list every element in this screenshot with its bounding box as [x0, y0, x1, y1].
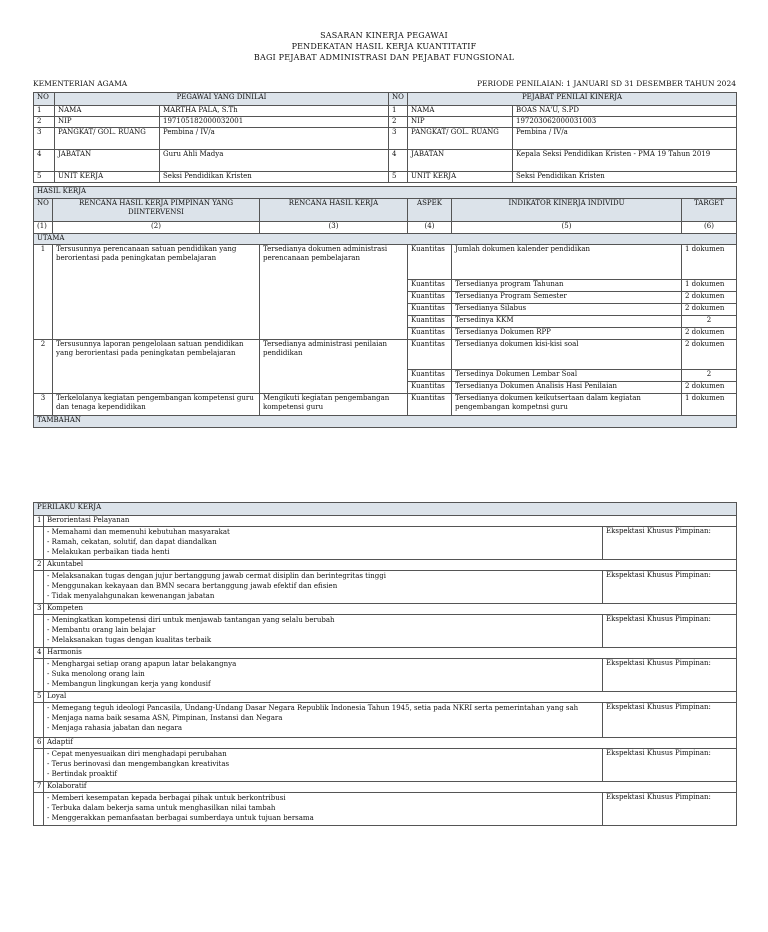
perilaku-no: 6 — [34, 738, 44, 749]
indikator-row — [34, 394, 737, 416]
title-line-1: SASARAN KINERJA PEGAWAI — [320, 31, 448, 40]
indikator-row — [34, 245, 737, 280]
utama-section-row — [34, 234, 737, 245]
penilai-row-no: 5 — [389, 172, 408, 183]
perilaku-title: Akuntabel — [44, 560, 737, 571]
penilai-field-label: NIP — [408, 117, 513, 128]
ekspektasi-khusus-pimpinan: Ekspektasi Khusus Pimpinan: — [603, 793, 737, 826]
tambahan-label: TAMBAHAN — [34, 416, 737, 428]
target-cell: 2 — [682, 370, 737, 382]
target-cell: 2 dokumen — [682, 382, 737, 394]
title-line-3: BAGI PEJABAT ADMINISTRASI DAN PEJABAT FUNGSIONAL — [253, 53, 515, 62]
perilaku-title: Kolaboratif — [44, 782, 737, 793]
rencana-pimpinan: Tersusunnya laporan pengelolaan satuan pendidikan yang berorientasi pada peningkatan pembelajaran — [53, 340, 260, 394]
aspek-cell: Kuantitas — [408, 245, 452, 280]
aspek-cell: Kuantitas — [408, 304, 452, 316]
indikator-cell: Tersedianya dokumen kisi-kisi soal — [452, 340, 682, 370]
indikator-cell: Tersedinya KKM — [452, 316, 682, 328]
perilaku-indicator-line: - Tidak menyalahgunakan kewenangan jabatan — [47, 592, 215, 600]
penilai-field-label: PANGKAT/ GOL. RUANG — [408, 128, 513, 150]
perilaku-title: Kompeten — [44, 604, 737, 615]
perilaku-detail-row — [34, 749, 737, 782]
perilaku-indicator-line: - Menggunakan kekayaan dan BMN secara bertanggung jawab efektif dan efisien — [47, 582, 338, 590]
penilai-field-value: 197203062000031003 — [513, 117, 737, 128]
perilaku-no: 2 — [34, 560, 44, 571]
pegawai-field-label: NIP — [55, 117, 160, 128]
perilaku-indicator-line: - Cepat menyesuaikan diri menghadapi perubahan — [47, 750, 227, 758]
pejabat-penilai-header: PEJABAT PENILAI KINERJA — [408, 93, 737, 106]
pegawai-field-label: NAMA — [55, 106, 160, 117]
pegawai-field-label: PANGKAT/ GOL. RUANG — [55, 128, 160, 150]
target-cell: 2 dokumen — [682, 304, 737, 316]
target-cell: 1 dokumen — [682, 394, 737, 416]
target-cell: 2 — [682, 316, 737, 328]
ekspektasi-khusus-pimpinan: Ekspektasi Khusus Pimpinan: — [603, 703, 737, 738]
hk-col-pimpinan: RENCANA HASIL KERJA PIMPINAN YANG DIINTERVENSI — [53, 199, 260, 222]
perilaku-title-row — [34, 648, 737, 659]
indikator-row — [34, 340, 737, 370]
perilaku-indent — [34, 571, 44, 604]
hk-col-no: NO — [34, 199, 53, 222]
perilaku-indicators — [44, 527, 603, 560]
target-cell: 1 dokumen — [682, 280, 737, 292]
indikator-cell: Tersedianya dokumen keikutsertaan dalam kegiatan pengembangan kompetnsi guru — [452, 394, 682, 416]
document-title — [0, 30, 768, 63]
pegawai-row-no: 3 — [34, 128, 55, 150]
perilaku-no: 3 — [34, 604, 44, 615]
target-cell: 2 dokumen — [682, 340, 737, 370]
perilaku-indicator-line: - Terus berinovasi dan mengembangkan kreativitas — [47, 760, 230, 768]
pegawai-field-value: Pembina / IV/a — [160, 128, 389, 150]
perilaku-indicators — [44, 793, 603, 826]
perilaku-detail-row — [34, 703, 737, 738]
penilai-row-no: 2 — [389, 117, 408, 128]
penilai-field-value: Seksi Pendidikan Kristen — [513, 172, 737, 183]
pegawai-table — [33, 92, 737, 183]
pegawai-field-value: Seksi Pendidikan Kristen — [160, 172, 389, 183]
perilaku-title: Berorientasi Pelayanan — [44, 516, 737, 527]
pegawai-field-value: MARTHA PALA, S.Th — [160, 106, 389, 117]
ekspektasi-khusus-pimpinan: Ekspektasi Khusus Pimpinan: — [603, 571, 737, 604]
perilaku-indicator-line: - Memahami dan memenuhi kebutuhan masyarakat — [47, 528, 230, 536]
perilaku-indicators — [44, 659, 603, 692]
perilaku-detail-row — [34, 527, 737, 560]
perilaku-indicator-line: - Melakukan perbaikan tiada henti — [47, 548, 170, 556]
perilaku-indicator-line: - Menjaga rahasia jabatan dan negara — [47, 724, 182, 732]
rencana-hasil-kerja: Tersedianya dokumen administrasi perencanaan pembelajaran — [260, 245, 408, 340]
aspek-cell: Kuantitas — [408, 328, 452, 340]
perilaku-no: 7 — [34, 782, 44, 793]
aspek-cell: Kuantitas — [408, 292, 452, 304]
hk-num-6: (6) — [682, 222, 737, 234]
rencana-hasil-kerja: Mengikuti kegiatan pengembangan kompetensi guru — [260, 394, 408, 416]
perilaku-no: 5 — [34, 692, 44, 703]
hasil-group-no: 3 — [34, 394, 53, 416]
penilai-field-value: BOAS NA'U, S.PD — [513, 106, 737, 117]
perilaku-indicators — [44, 615, 603, 648]
perilaku-indicator-line: - Memegang teguh ideologi Pancasila, Undang-Undang Dasar Negara Republik Indonesia Tahun 1945, setia pada NKRI serta pemerintahan yang sah — [47, 704, 579, 712]
pegawai-row-no: 5 — [34, 172, 55, 183]
pegawai-field-value: 197105182000032001 — [160, 117, 389, 128]
hasil-kerja-body — [34, 245, 737, 416]
perilaku-indicator-line: - Membangun lingkungan kerja yang kondusif — [47, 680, 211, 688]
perilaku-indicator-line: - Menghargai setiap orang apapun latar belakangnya — [47, 660, 237, 668]
target-cell: 2 dokumen — [682, 328, 737, 340]
hk-num-5: (5) — [452, 222, 682, 234]
hasil-kerja-number-row — [34, 222, 737, 234]
perilaku-title: Harmonis — [44, 648, 737, 659]
perilaku-section-row — [34, 503, 737, 516]
penilai-field-label: NAMA — [408, 106, 513, 117]
penilai-field-value: Pembina / IV/a — [513, 128, 737, 150]
hasil-group-no: 1 — [34, 245, 53, 340]
rencana-hasil-kerja: Tersedianya administrasi penilaian pendidikan — [260, 340, 408, 394]
perilaku-title-row — [34, 516, 737, 527]
perilaku-indicator-line: - Suka menolong orang lain — [47, 670, 145, 678]
utama-label: UTAMA — [34, 234, 737, 245]
hk-num-2: (2) — [53, 222, 260, 234]
no-header: NO — [34, 93, 55, 106]
pegawai-row — [34, 117, 737, 128]
perilaku-title-row — [34, 604, 737, 615]
perilaku-title-row — [34, 738, 737, 749]
perilaku-indicator-line: - Ramah, cekatan, solutif, dan dapat diandalkan — [47, 538, 217, 546]
hasil-group-no: 2 — [34, 340, 53, 394]
hasil-kerja-table — [33, 186, 737, 428]
pegawai-field-label: UNIT KERJA — [55, 172, 160, 183]
hk-col-aspek: ASPEK — [408, 199, 452, 222]
penilai-row-no: 4 — [389, 150, 408, 172]
perilaku-indent — [34, 793, 44, 826]
penilai-field-label: UNIT KERJA — [408, 172, 513, 183]
hk-col-rencana: RENCANA HASIL KERJA — [260, 199, 408, 222]
indikator-cell: Tersedianya Silabus — [452, 304, 682, 316]
perilaku-indicator-line: - Meningkatkan kompetensi diri untuk menjawab tantangan yang selalu berubah — [47, 616, 335, 624]
perilaku-indicator-line: - Memberi kesempatan kepada berbagai pihak untuk berkontribusi — [47, 794, 286, 802]
indikator-cell: Tersedianya program Tahunan — [452, 280, 682, 292]
perilaku-indicators — [44, 703, 603, 738]
target-cell: 1 dokumen — [682, 245, 737, 280]
aspek-cell: Kuantitas — [408, 394, 452, 416]
pegawai-header-row — [34, 93, 737, 106]
perilaku-indicator-line: - Terbuka dalam bekerja sama untuk menghasilkan nilai tambah — [47, 804, 276, 812]
ekspektasi-khusus-pimpinan: Ekspektasi Khusus Pimpinan: — [603, 749, 737, 782]
perilaku-detail-row — [34, 615, 737, 648]
perilaku-title-row — [34, 782, 737, 793]
hk-col-indikator: INDIKATOR KINERJA INDIVIDU — [452, 199, 682, 222]
rencana-pimpinan: Terkelolanya kegiatan pengembangan kompetensi guru dan tenaga kependidikan — [53, 394, 260, 416]
perilaku-indent — [34, 659, 44, 692]
ekspektasi-khusus-pimpinan: Ekspektasi Khusus Pimpinan: — [603, 615, 737, 648]
perilaku-indicator-line: - Membantu orang lain belajar — [47, 626, 156, 634]
perilaku-indent — [34, 749, 44, 782]
perilaku-indent — [34, 527, 44, 560]
indikator-cell: Tersedianya Dokumen Analisis Hasi Penilaian — [452, 382, 682, 394]
hk-num-4: (4) — [408, 222, 452, 234]
meta-line — [33, 79, 736, 89]
perilaku-section-title: PERILAKU KERJA — [34, 503, 737, 516]
no-header-right: NO — [389, 93, 408, 106]
aspek-cell: Kuantitas — [408, 382, 452, 394]
perilaku-title: Loyal — [44, 692, 737, 703]
target-cell: 2 dokumen — [682, 292, 737, 304]
pegawai-body — [34, 106, 737, 183]
perilaku-detail-row — [34, 571, 737, 604]
perilaku-indicators — [44, 571, 603, 604]
pegawai-row-no: 1 — [34, 106, 55, 117]
perilaku-detail-row — [34, 659, 737, 692]
perilaku-kerja-table — [33, 502, 737, 826]
penilai-field-value: Kepala Seksi Pendidikan Kristen - PMA 19 Tahun 2019 — [513, 150, 737, 172]
perilaku-indicator-line: - Menjaga nama baik sesama ASN, Pimpinan, Instansi dan Negara — [47, 714, 283, 722]
penilai-field-label: JABATAN — [408, 150, 513, 172]
tambahan-section-row — [34, 416, 737, 428]
hk-num-1: (1) — [34, 222, 53, 234]
perilaku-indent — [34, 615, 44, 648]
aspek-cell: Kuantitas — [408, 280, 452, 292]
pegawai-row — [34, 128, 737, 150]
hasil-kerja-header-row — [34, 199, 737, 222]
indikator-cell: Tersedianya Dokumen RPP — [452, 328, 682, 340]
indikator-cell: Tersedinya Dokumen Lembar Soal — [452, 370, 682, 382]
hk-col-target: TARGET — [682, 199, 737, 222]
assessment-period: PERIODE PENILAIAN: 1 JANUARI SD 31 DESEMBER TAHUN 2024 — [477, 79, 736, 88]
penilai-row-no: 1 — [389, 106, 408, 117]
perilaku-indicator-line: - Melaksanakan tugas dengan kualitas terbaik — [47, 636, 212, 644]
pegawai-row — [34, 106, 737, 117]
aspek-cell: Kuantitas — [408, 316, 452, 328]
ekspektasi-khusus-pimpinan: Ekspektasi Khusus Pimpinan: — [603, 659, 737, 692]
indikator-cell: Jumlah dokumen kalender pendidikan — [452, 245, 682, 280]
pegawai-row — [34, 172, 737, 183]
agency-name: KEMENTERIAN AGAMA — [33, 79, 128, 88]
perilaku-no: 1 — [34, 516, 44, 527]
hk-num-3: (3) — [260, 222, 408, 234]
ekspektasi-khusus-pimpinan: Ekspektasi Khusus Pimpinan: — [603, 527, 737, 560]
perilaku-title: Adaptif — [44, 738, 737, 749]
indikator-cell: Tersedianya Program Semester — [452, 292, 682, 304]
pegawai-row-no: 4 — [34, 150, 55, 172]
pegawai-row-no: 2 — [34, 117, 55, 128]
perilaku-indicator-line: - Bertindak proaktif — [47, 770, 118, 778]
aspek-cell: Kuantitas — [408, 340, 452, 370]
pegawai-field-label: JABATAN — [55, 150, 160, 172]
perilaku-detail-row — [34, 793, 737, 826]
perilaku-indicator-line: - Menggerakkan pemanfaatan berbagai sumberdaya untuk tujuan bersama — [47, 814, 314, 822]
perilaku-indicators — [44, 749, 603, 782]
hasil-kerja-section-row — [34, 187, 737, 199]
hasil-kerja-section-title: HASIL KERJA — [34, 187, 737, 199]
perilaku-title-row — [34, 692, 737, 703]
perilaku-title-row — [34, 560, 737, 571]
pegawai-field-value: Guru Ahli Madya — [160, 150, 389, 172]
penilai-row-no: 3 — [389, 128, 408, 150]
title-line-2: PENDEKATAN HASIL KERJA KUANTITATIF — [291, 42, 477, 51]
pegawai-dinilai-header: PEGAWAI YANG DINILAI — [55, 93, 389, 106]
rencana-pimpinan: Tersusunnya perencanaan satuan pendidikan yang berorientasi pada peningkatan pembelajaran — [53, 245, 260, 340]
perilaku-no: 4 — [34, 648, 44, 659]
perilaku-indicator-line: - Melaksanakan tugas dengan jujur bertanggung jawab cermat disiplin dan berintegritas tinggi — [47, 572, 386, 580]
perilaku-body — [34, 516, 737, 826]
pegawai-row — [34, 150, 737, 172]
aspek-cell: Kuantitas — [408, 370, 452, 382]
perilaku-indent — [34, 703, 44, 738]
